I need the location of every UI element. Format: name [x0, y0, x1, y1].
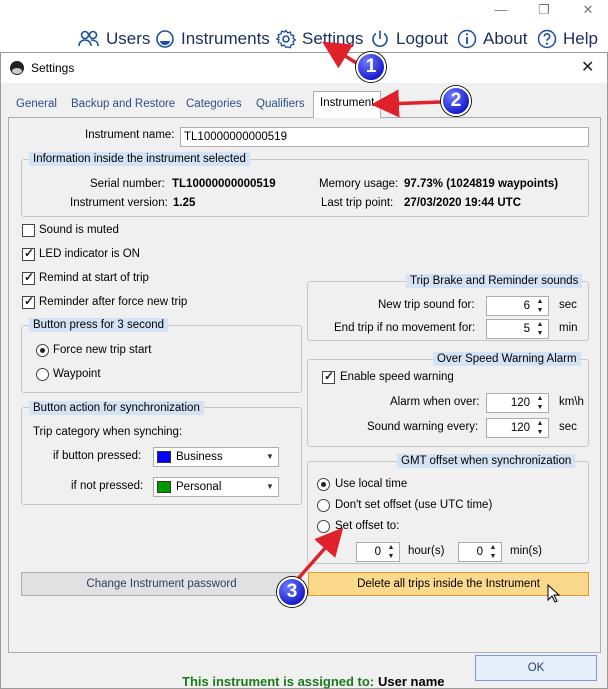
led-indicator-label: LED indicator is ON: [39, 248, 140, 260]
force-new-trip-label: Force new trip start: [53, 344, 152, 356]
sound-muted-label: Sound is muted: [39, 224, 119, 236]
gmt-offset-title: GMT offset when synchronization: [397, 454, 575, 468]
offset-minutes-value: 0: [476, 546, 483, 558]
tab-backup-restore-label: Backup and Restore: [71, 98, 176, 110]
new-trip-sound-label: New trip sound for:: [378, 299, 475, 311]
instrument-version-value: 1.25: [173, 197, 196, 209]
callout-arrow-3: [296, 538, 334, 581]
serial-number-label: Serial number:: [90, 178, 165, 190]
last-trip-value: 27/03/2020 19:44 UTC: [404, 197, 521, 209]
minimize-icon[interactable]: —: [494, 2, 508, 17]
callout-arrow-2: [385, 102, 441, 104]
sync-action-title: Button action for synchronization: [29, 401, 204, 415]
waypoint-label: Waypoint: [53, 368, 101, 380]
spinner-arrows-icon[interactable]: ▲ ▼: [536, 395, 544, 411]
sound-warning-unit: sec: [559, 421, 577, 433]
window-close-icon[interactable]: ✕: [582, 2, 594, 17]
end-trip-value: 5: [523, 323, 530, 335]
tab-qualifiers-label: Qualifiers: [256, 98, 305, 110]
dialog-title: Settings: [31, 61, 75, 75]
callout-marker-2: 2: [441, 86, 471, 116]
reminder-force-label: Reminder after force new trip: [39, 296, 188, 308]
delete-all-trips-button[interactable]: Delete all trips inside the Instrument: [308, 572, 589, 596]
overspeed-title: Over Speed Warning Alarm: [433, 352, 581, 366]
offset-hours-value: 0: [374, 546, 381, 558]
last-trip-label: Last trip point:: [321, 197, 394, 209]
assigned-label: This instrument is assigned to:: [182, 674, 375, 689]
callout-marker-3: 3: [277, 577, 307, 607]
memory-usage-label: Memory usage:: [319, 178, 399, 190]
new-trip-sound-unit: sec: [559, 299, 577, 311]
not-pressed-label: if not pressed:: [71, 480, 144, 492]
no-offset-label: Don't set offset (use UTC time): [335, 499, 493, 511]
spinner-arrows-icon[interactable]: ▲ ▼: [489, 544, 497, 560]
memory-usage-value: 97.73% (1024819 waypoints): [404, 178, 559, 190]
sync-category-label: Trip category when synching:: [33, 426, 183, 438]
instrument-name-label: Instrument name:: [85, 129, 175, 141]
nav-help-label: Help: [563, 29, 598, 48]
end-trip-label: End trip if no movement for:: [334, 322, 476, 334]
spinner-arrows-icon[interactable]: ▲ ▼: [387, 544, 395, 560]
assigned-user: User name: [378, 674, 445, 689]
serial-number-value: TL10000000000519: [172, 178, 276, 190]
tab-instrument-label: Instrument: [320, 97, 375, 109]
spinner-arrows-icon[interactable]: ▲ ▼: [536, 420, 544, 436]
alarm-over-label: Alarm when over:: [390, 396, 480, 408]
use-local-time-label: Use local time: [335, 478, 408, 490]
sound-warning-label: Sound warning every:: [367, 421, 479, 433]
chevron-down-icon: ▼: [266, 482, 274, 491]
ok-button[interactable]: OK: [475, 655, 597, 681]
instrument-info-title: Information inside the instrument selected: [29, 152, 250, 166]
callout-arrow-1: [334, 49, 358, 64]
end-trip-unit: min: [559, 322, 578, 334]
brake-sounds-title: Trip Brake and Reminder sounds: [406, 274, 582, 288]
button-pressed-label: if button pressed:: [53, 450, 142, 462]
nav-instruments-label: Instruments: [181, 29, 270, 48]
new-trip-sound-value: 6: [523, 300, 530, 312]
tab-categories-label: Categories: [186, 98, 242, 110]
instrument-name-input[interactable]: TL10000000000519: [180, 127, 589, 147]
offset-minutes-unit: min(s): [510, 545, 542, 557]
enable-speed-warning-label: Enable speed warning: [340, 371, 454, 383]
dialog-close-icon[interactable]: ✕: [581, 59, 595, 76]
remind-start-label: Remind at start of trip: [39, 272, 149, 284]
offset-hours-unit: hour(s): [408, 545, 445, 557]
chevron-down-icon: ▼: [266, 452, 274, 461]
restore-icon[interactable]: ❐: [538, 2, 550, 17]
not-pressed-value: Personal: [176, 481, 222, 493]
button-pressed-value: Business: [176, 451, 223, 463]
sound-warning-value: 120: [510, 422, 530, 434]
change-password-button[interactable]: Change Instrument password: [21, 572, 302, 596]
nav-about-label: About: [483, 29, 528, 48]
instrument-version-label: Instrument version:: [70, 197, 168, 209]
tab-general-label: General: [16, 98, 57, 110]
nav-logout-label: Logout: [396, 29, 448, 48]
set-offset-label: Set offset to:: [335, 520, 400, 532]
alarm-over-value: 120: [510, 397, 530, 409]
alarm-over-unit: km\h: [559, 396, 584, 408]
nav-settings-label: Settings: [302, 29, 364, 48]
spinner-arrows-icon[interactable]: ▲ ▼: [536, 321, 544, 337]
nav-users-label: Users: [106, 29, 151, 48]
callout-marker-1: 1: [356, 52, 386, 82]
spinner-arrows-icon[interactable]: ▲ ▼: [536, 298, 544, 314]
button-press-title: Button press for 3 second: [29, 318, 168, 332]
